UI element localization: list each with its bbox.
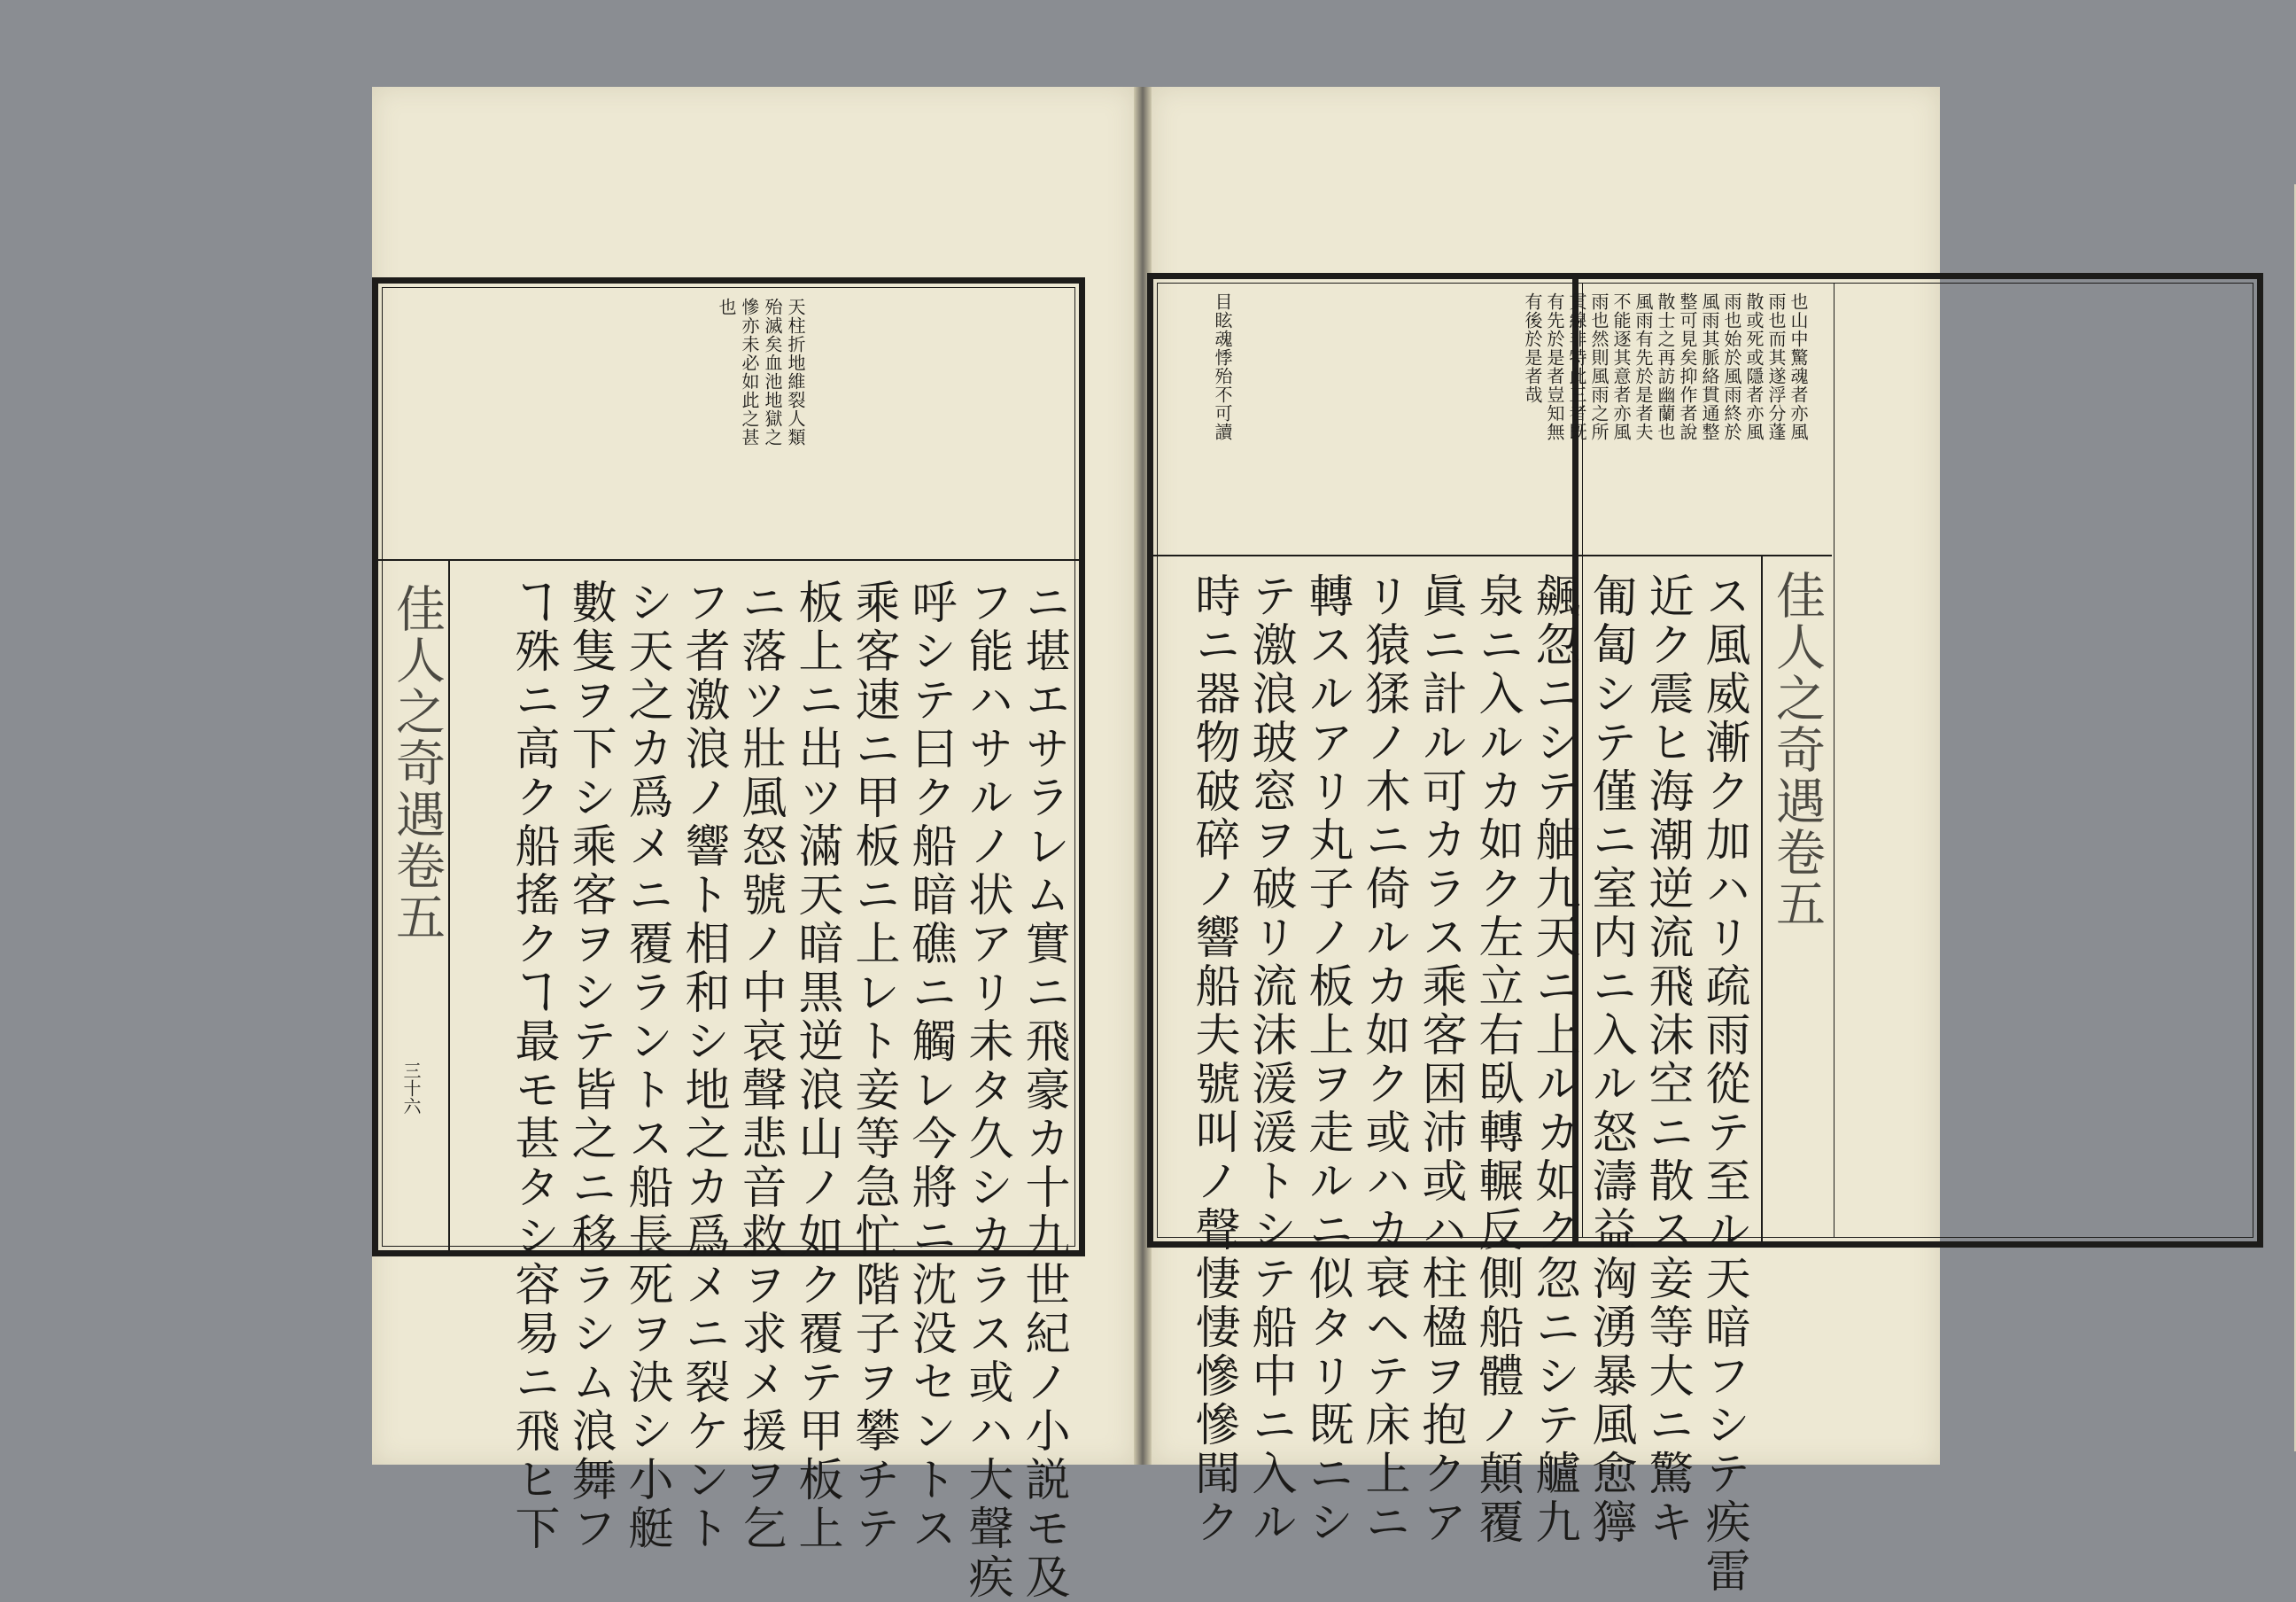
left-headnote-band [378,284,1079,561]
right-headnote-line: 雨也然則風雨之所 [1588,292,1610,441]
left-text-column: フ能ハサルノ状アリ未タ久シカラス或ハ大聲疾 [960,579,1012,1602]
left-text-column: シ天之カ爲メニ覆ラントス船長死ヲ決シ小艇 [620,579,672,1553]
right-headnote-line: 有先於是者豈知無 [1544,292,1565,441]
right-headnote-line: 有後於是者哉 [1522,292,1543,404]
open-book [372,87,1940,1602]
right-headnote-line: 散士之再訪幽蘭也 [1655,292,1676,441]
left-headnote-line: 殆滅矣血池地獄之 [762,298,783,447]
right-running-title: 佳人之奇遇卷五 [1768,570,1826,929]
left-text-column: ニ堪エサラレム實ニ飛豪カ十九世紀ノ小説モ及 [1017,579,1069,1602]
right-headnote-line: 雨也始於風雨終於 [1721,292,1742,441]
right-text-column: 飆忽ニシテ舳九天ニ上ルカ如ク忽ニシテ艫九 [1527,572,1579,1547]
left-headnote-line: 也 [716,298,737,316]
right-headnote-line: 不能逐其意者亦風 [1610,292,1632,441]
right-text-column: 時ニ器物破碎ノ響船夫號叫ノ聲悽悽慘慘聞ク [1187,572,1239,1547]
left-headnote-line: 天柱折地維裂人類 [785,298,806,447]
right-headnote-line: 散或死或隱者亦風 [1743,292,1765,441]
left-text-column: ニ落ツ壯風怒號ノ中哀聲悲音救ヲ求メ援ヲ乞 [733,579,786,1553]
right-text-column: 眞ニ計ル可カラス乘客困沛或ハ柱楹ヲ抱クア [1414,572,1466,1547]
right-headnote-line: 風雨有先於是者夫 [1633,292,1654,441]
right-headnote-line: 貫線非特此三者既 [1566,292,1587,441]
left-text-column: 板上ニ出ツ滿天暗黒逆浪山ノ如ク覆テ甲板上 [790,579,842,1553]
right-headnote-line: 風雨其脈絡貫通整 [1699,292,1720,441]
left-page [372,87,1134,1602]
right-headnote-line: 雨也而其遂浮分蓬 [1765,292,1787,441]
right-text-column: テ激浪玻窓ヲ破リ流沫湲湲トシテ船中ニ入ル [1244,572,1296,1547]
left-page-number: 三十六 [400,1062,422,1115]
right-text-column: ス風威漸ク加ハリ疏雨從テ至ル天暗フシテ疾雷 [1697,572,1749,1596]
right-text-column: 泉ニ入ルカ如ク左立右臥轉輾反側船體ノ顛覆 [1470,572,1523,1547]
left-text-column: フ者激浪ノ響ト相和シ地之カ爲メニ裂ケント [677,579,729,1553]
right-title-divider [1761,556,1763,1241]
right-text-column: リ猿猱ノ木ニ倚ルカ如ク或ハカ衰ヘテ床上ニ [1357,572,1409,1547]
left-text-column: ヿ殊ニ高ク船搖クヿ最モ甚タシ容易ニ飛ヒ下 [507,579,559,1553]
right-text-column: 近ク震ヒ海潮逆流飛沫空ニ散ス妾等大ニ驚キ [1641,572,1693,1547]
left-headnote-line: 慘亦未必如此之甚 [739,298,760,447]
right-headnote-extra: 目眩魂悸殆不可讀 [1212,292,1233,441]
right-page [1152,87,1940,1596]
left-text-column: 數隻ヲ下シ乘客ヲシテ皆之ニ移ラシム浪舞フ [563,579,616,1553]
right-text-column: 匍匐シテ僅ニ室内ニ入ル怒濤益洶湧暴風愈獰 [1584,572,1636,1547]
left-running-title: 佳人之奇遇卷五 [388,583,446,943]
right-text-column: 轉スルアリ丸子ノ板上ヲ走ルニ似タリ既ニシ [1300,572,1353,1547]
left-text-column: 乘客速ニ甲板ニ上レト妾等急忙階子ヲ攀チテ [847,579,899,1553]
left-text-column: 呼シテ曰ク船暗礁ニ觸レ今將ニ沈没セントス [904,579,956,1553]
right-headnote-line: 也山中驚魂者亦風 [1788,292,1809,441]
left-title-divider [448,561,450,1250]
right-headnote-line: 整可見矣抑作者說 [1677,292,1698,441]
